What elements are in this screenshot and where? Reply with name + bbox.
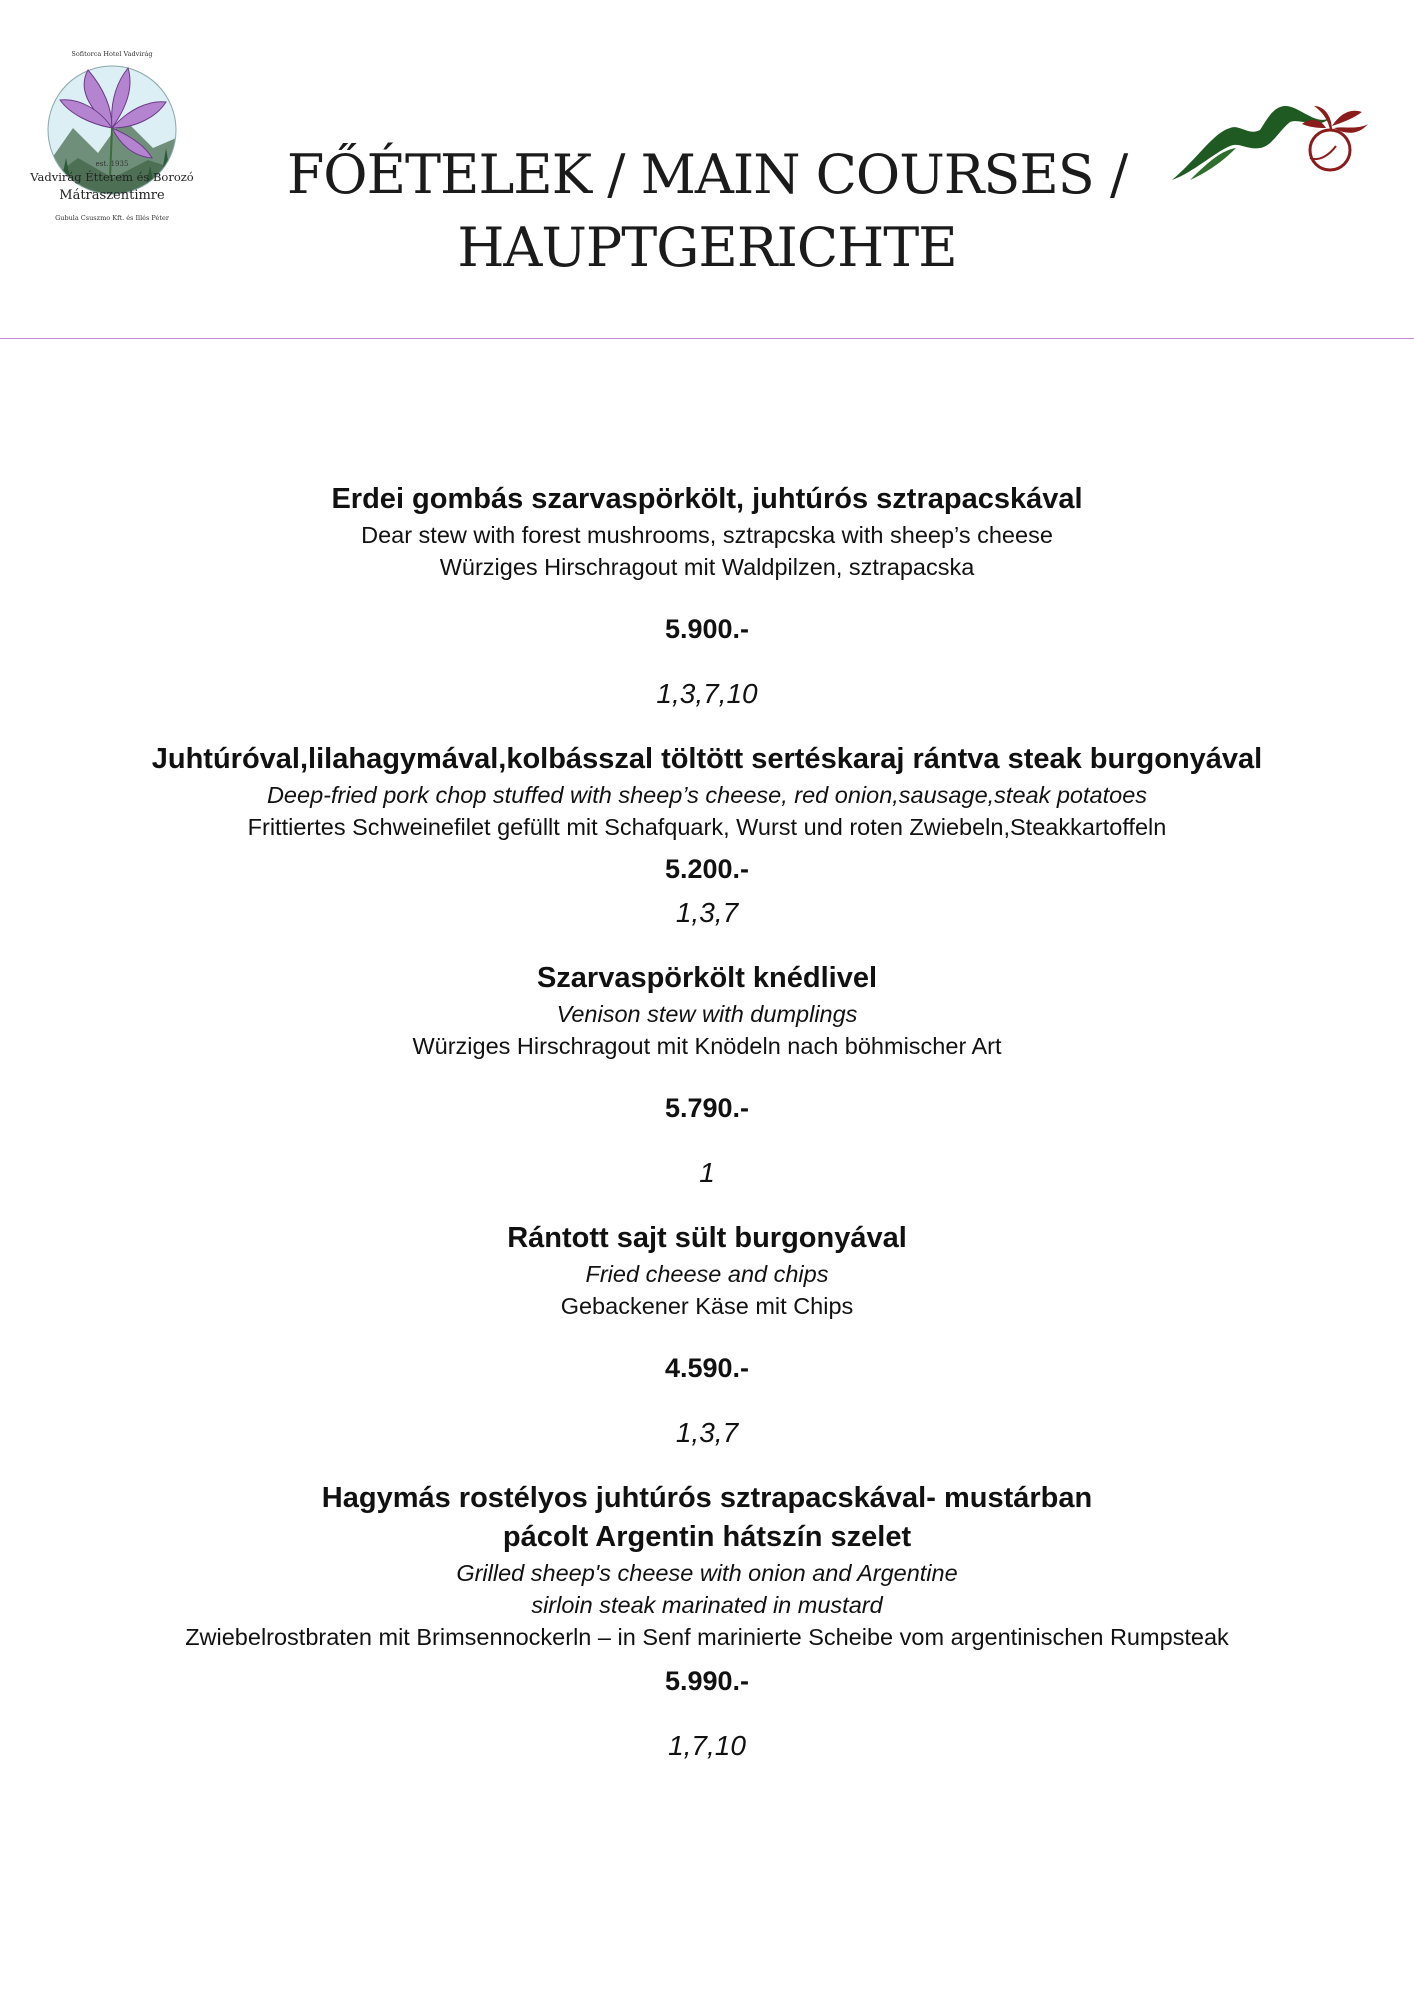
- dish-price: 5.900.-: [664, 614, 750, 644]
- dish-description-de: Würziges Hirschragout mit Knödeln nach böhmischer Art: [412, 1033, 1002, 1059]
- restaurant-logo: [28, 48, 198, 228]
- dish-name: Erdei gombás szarvaspörkölt, juhtúrós sztrapacskával: [331, 483, 1083, 515]
- dish-name: Rántott sajt sült burgonyával: [507, 1222, 907, 1254]
- dish-price: 5.990.-: [664, 1666, 750, 1696]
- header-divider: [0, 338, 1414, 339]
- dish-price: 5.200.-: [664, 854, 750, 884]
- logo-owners: Gubula Csuszmo Kft. és Illés Péter: [55, 214, 169, 222]
- title-line-1: FŐÉTELEK / MAIN COURSES /: [286, 143, 1128, 206]
- logo-est: est. 1935: [95, 160, 129, 168]
- dish-name-line-2: pácolt Argentin hátszín szelet: [502, 1521, 912, 1553]
- mountain-logo-icon: [1168, 88, 1372, 188]
- menu-item: [150, 959, 1264, 1191]
- dish-allergens: 1,7,10: [668, 1730, 746, 1761]
- dish-description-de: Würziges Hirschragout mit Waldpilzen, sztrapacska: [439, 554, 975, 580]
- dish-description-en: [150, 1557, 1264, 1621]
- title-line-2: HAUPTGERICHTE: [457, 216, 957, 279]
- dish-name-line-1: Hagymás rostélyos juhtúrós sztrapacskával- mustárban: [321, 1482, 1093, 1514]
- dish-description-en-line-1: Grilled sheep's cheese with onion and Argentine: [456, 1560, 958, 1586]
- mountain-fruit-icon: [1168, 88, 1372, 188]
- menu-item: [150, 480, 1264, 712]
- dish-description-en-line-2: sirloin steak marinated in mustard: [531, 1592, 883, 1618]
- dish-description-de: Zwiebelrostbraten mit Brimsennockerln – in Senf marinierte Scheibe vom argentinischen Rumpsteak: [185, 1624, 1229, 1650]
- dish-name: [150, 1479, 1264, 1557]
- dish-price: 4.590.-: [664, 1353, 750, 1383]
- logo-name-line2: Mátraszentimre: [59, 188, 165, 203]
- page-title: [250, 138, 1164, 284]
- dish-description-de: Frittiertes Schweinefilet gefüllt mit Schafquark, Wurst und roten Zwiebeln,Steakkartoffeln: [247, 814, 1167, 840]
- logo-top-text: Sofitorca Hotel Vadvirág: [71, 50, 153, 58]
- logo-name-line1: Vadvirág Étterem és Borozó: [30, 170, 194, 184]
- dish-allergens: 1,3,7,10: [656, 678, 758, 709]
- menu-item: [150, 740, 1264, 931]
- flower-mountain-emblem: [28, 48, 198, 228]
- dish-allergens: 1: [699, 1157, 715, 1188]
- dish-description-en: Venison stew with dumplings: [556, 1001, 858, 1027]
- dish-description-en: Dear stew with forest mushrooms, sztrapcska with sheep’s cheese: [361, 522, 1053, 548]
- dish-description-de: Gebackener Käse mit Chips: [560, 1293, 854, 1319]
- dish-allergens: 1,3,7: [675, 897, 739, 928]
- dish-name: Szarvaspörkölt knédlivel: [536, 962, 878, 994]
- dish-allergens: 1,3,7: [675, 1417, 739, 1448]
- menu-item: [150, 1219, 1264, 1451]
- menu-item: [150, 1479, 1264, 1764]
- dish-description-en: Deep-fried pork chop stuffed with sheep’s cheese, red onion,sausage,steak potatoes: [266, 782, 1148, 808]
- dish-price: 5.790.-: [664, 1093, 750, 1123]
- main-courses-list: [150, 480, 1264, 1764]
- dish-name: Juhtúróval,lilahagymával,kolbásszal töltött sertéskaraj rántva steak burgonyával: [151, 743, 1263, 775]
- dish-description-en: Fried cheese and chips: [585, 1261, 829, 1287]
